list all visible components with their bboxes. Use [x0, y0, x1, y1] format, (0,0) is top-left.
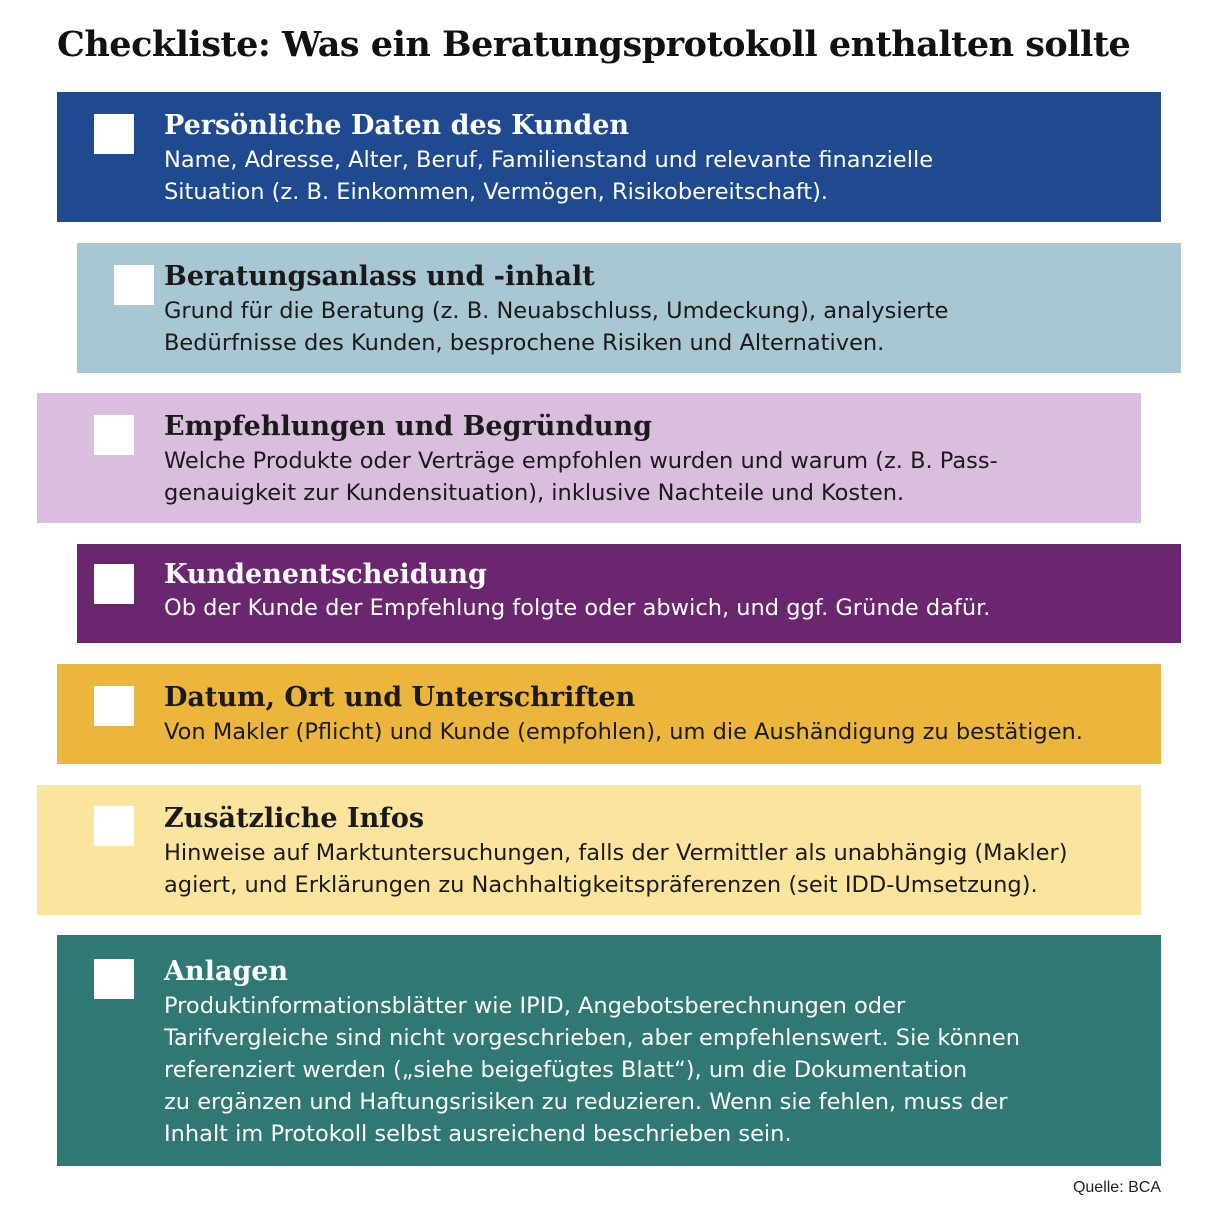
- checklist-item-title: Persönliche Daten des Kunden: [164, 110, 630, 141]
- source-credit: Quelle: BCA: [1072, 1179, 1161, 1196]
- checklist-item-description: Produktinformationsblätter wie IPID, Angebotsberechnungen oder Tarifvergleiche sind nicht vorgeschrieben, aber empfehlenswert. Sie können referenziert werden („siehe beigefügtes Blatt“), um die Dokumentation zu ergänzen und Haftungsrisiken zu reduzieren. Wenn sie fehlen, muss der Inhalt im Protokoll selbst ausreichend beschrieben sein.: [164, 993, 1020, 1147]
- checklist-item-title: Zusätzliche Infos: [164, 803, 425, 834]
- checkbox-icon[interactable]: [94, 806, 134, 846]
- checklist-item-title: Kundenentscheidung: [164, 559, 487, 590]
- checklist-item-description: Grund für die Beratung (z. B. Neuabschluss, Umdeckung), analysierte Bedürfnisse des Kunden, besprochene Risiken und Alternativen.: [164, 298, 949, 356]
- checklist-item-date-signatures: [57, 664, 1161, 764]
- checklist-item-description: Welche Produkte oder Verträge empfohlen wurden und warum (z. B. Pass- genauigkeit zur Kundensituation), inklusive Nachteile und Kosten.: [164, 448, 998, 506]
- checklist-item-title: Anlagen: [164, 956, 289, 987]
- checkbox-icon[interactable]: [94, 415, 134, 455]
- checklist-item-description: Hinweise auf Marktuntersuchungen, falls der Vermittler als unabhängig (Makler) agiert, und Erklärungen zu Nachhaltigkeitspräferenzen (seit IDD-Umsetzung).: [164, 840, 1068, 898]
- checkbox-icon[interactable]: [94, 686, 134, 726]
- checklist-item-attachments: [57, 935, 1161, 1166]
- page-title: Checkliste: Was ein Beratungsprotokoll enthalten sollte: [57, 24, 1131, 65]
- checklist-item-description: Ob der Kunde der Empfehlung folgte oder abwich, und ggf. Gründe dafür.: [164, 595, 991, 621]
- checkbox-icon[interactable]: [114, 265, 154, 305]
- checklist-item-personal-data: [57, 92, 1161, 222]
- checkbox-icon[interactable]: [94, 564, 134, 604]
- checklist-item-description: Von Makler (Pflicht) und Kunde (empfohlen), um die Aushändigung zu bestätigen.: [164, 719, 1083, 745]
- checklist-item-title: Empfehlungen und Begründung: [164, 411, 652, 442]
- checklist-item-description: Name, Adresse, Alter, Beruf, Familienstand und relevante finanzielle Situation (z. B. Einkommen, Vermögen, Risikobereitschaft).: [164, 147, 934, 205]
- checklist-item-additional-info: [37, 785, 1141, 915]
- checklist-item-title: Beratungsanlass und -inhalt: [164, 261, 595, 292]
- checklist-item-consultation-reason: [77, 243, 1181, 373]
- checklist-item-recommendations: [37, 393, 1141, 523]
- checkbox-icon[interactable]: [94, 114, 134, 154]
- checkbox-icon[interactable]: [94, 959, 134, 999]
- checklist-item-customer-decision: [77, 544, 1181, 643]
- checklist-item-title: Datum, Ort und Unterschriften: [164, 682, 636, 713]
